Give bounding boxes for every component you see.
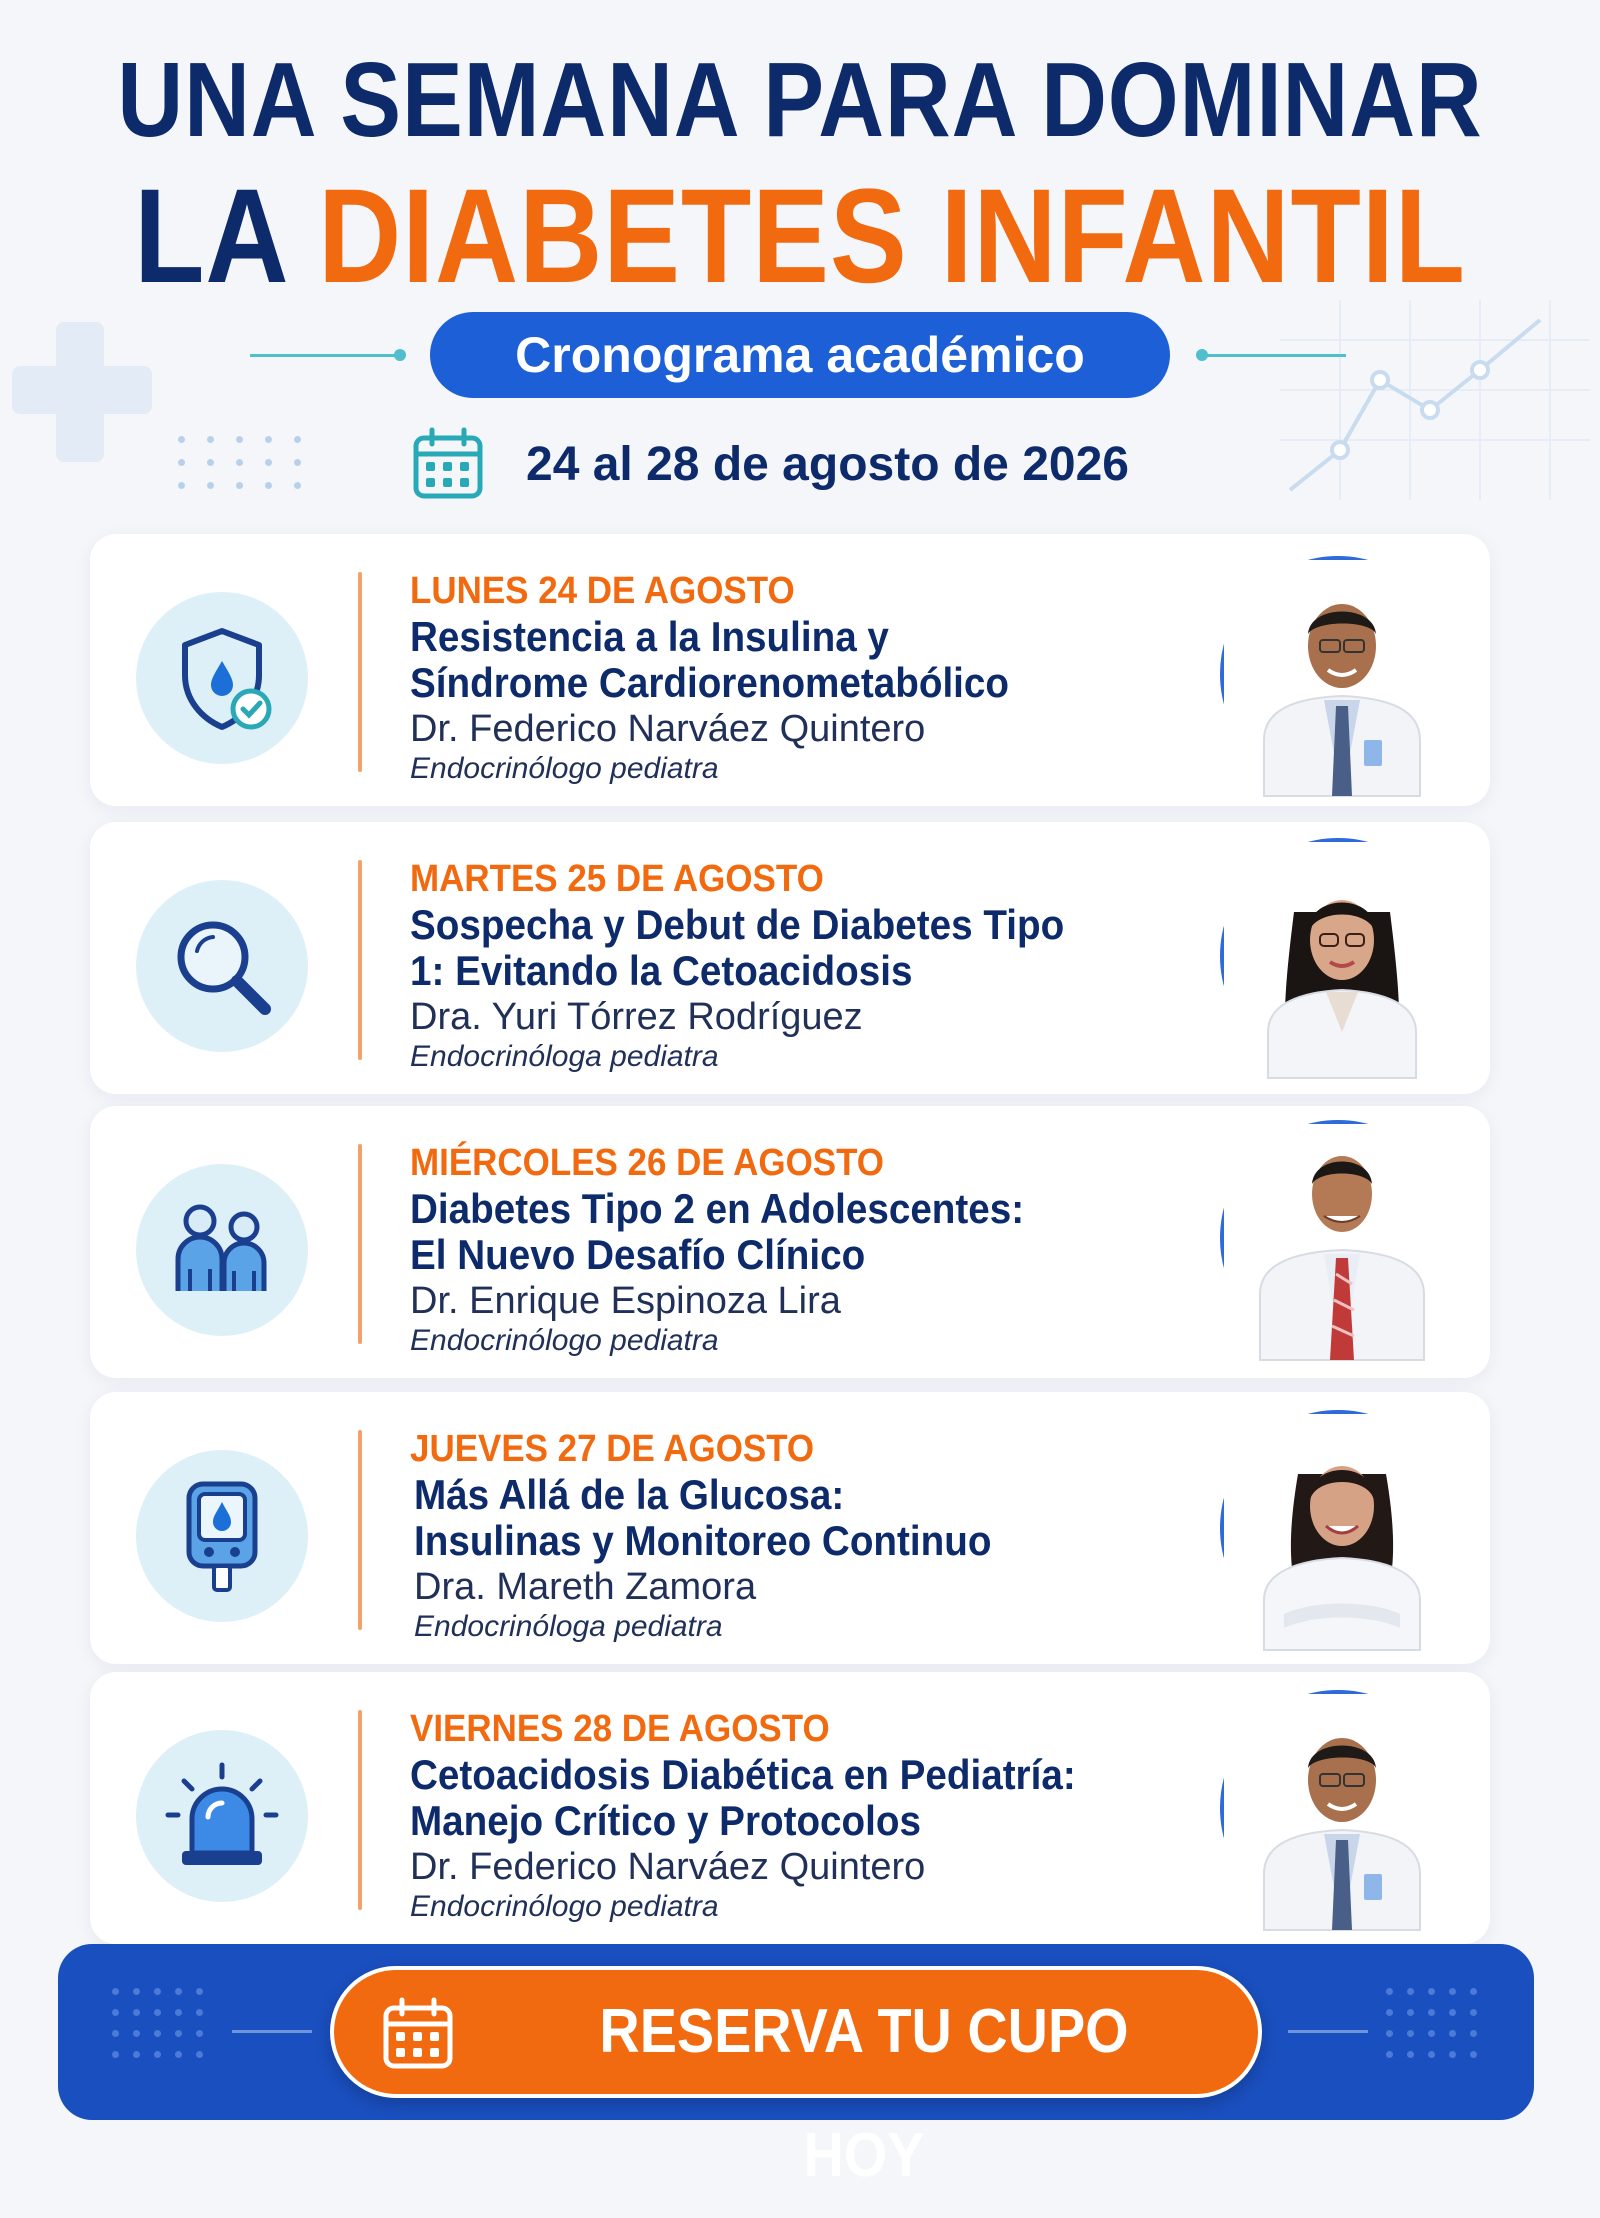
cta-divider-line [232, 2030, 312, 2033]
session-title-line1: Diabetes Tipo 2 en Adolescentes: [410, 1185, 1025, 1232]
icon-circle [136, 880, 308, 1052]
accent-bar [358, 860, 362, 1060]
cta-divider-line [1288, 2030, 1368, 2033]
doctor-female-illustration [1224, 1414, 1460, 1650]
dots-decoration [1386, 1988, 1477, 2058]
speaker-name: Dr. Federico Narváez Quintero [410, 1846, 926, 1888]
speaker-photo [1220, 1120, 1456, 1356]
magnifier-icon [167, 911, 277, 1021]
event-date-range: 24 al 28 de agosto de 2026 [526, 437, 1129, 491]
session-title [410, 902, 1220, 994]
session-title-line1: Resistencia a la Insulina y [410, 613, 889, 660]
session-day: VIERNES 28 DE AGOSTO [410, 1708, 830, 1750]
divider-line [250, 354, 400, 357]
session-title [410, 1186, 1220, 1278]
date-row [410, 424, 1129, 504]
icon-circle [136, 592, 308, 764]
speaker-photo [1220, 1410, 1456, 1646]
speaker-role: Endocrinóloga pediatra [410, 1040, 719, 1073]
session-title-line2: 1: Evitando la Cetoacidosis [410, 947, 913, 994]
divider-line [1206, 354, 1346, 357]
doctor-female-illustration [1224, 842, 1460, 1078]
subtitle-pill: Cronograma académico [430, 312, 1170, 398]
icon-circle [136, 1164, 308, 1336]
accent-bar [358, 572, 362, 772]
speaker-photo [1220, 838, 1456, 1074]
calendar-icon [410, 426, 486, 502]
accent-bar [358, 1430, 362, 1630]
reserve-spot-label: RESERVA TU CUPO HOY [599, 1997, 1129, 2190]
doctor-male-illustration [1224, 1694, 1460, 1930]
icon-circle [136, 1730, 308, 1902]
chart-decoration [1280, 300, 1590, 500]
session-title [414, 1472, 1224, 1564]
page-title-line1: UNA SEMANA PARA DOMINAR [117, 41, 1483, 159]
session-title-line2: El Nuevo Desafío Clínico [410, 1231, 866, 1278]
calendar-icon [380, 1996, 456, 2072]
speaker-name: Dra. Yuri Tórrez Rodríguez [410, 996, 863, 1038]
session-day: JUEVES 27 DE AGOSTO [410, 1428, 815, 1470]
speaker-role: Endocrinólogo pediatra [410, 1324, 719, 1357]
dots-decoration [112, 1988, 203, 2058]
alarm-siren-icon [162, 1761, 282, 1871]
session-title-line1: Sospecha y Debut de Diabetes Tipo [410, 901, 1065, 948]
session-day: MIÉRCOLES 26 DE AGOSTO [410, 1142, 885, 1184]
dots-decoration [178, 436, 301, 489]
session-title [410, 1752, 1220, 1844]
doctor-male-illustration [1224, 560, 1460, 796]
icon-circle [136, 1450, 308, 1622]
speaker-photo [1220, 556, 1456, 792]
title-highlight: DIABETES INFANTIL [318, 162, 1466, 311]
reserve-spot-button[interactable] [330, 1966, 1262, 2190]
speaker-role: Endocrinóloga pediatra [414, 1610, 723, 1643]
speaker-photo [1220, 1690, 1456, 1926]
doctor-male-illustration [1224, 1124, 1460, 1360]
session-title-line2: Manejo Crítico y Protocolos [410, 1797, 921, 1844]
session-title-line2: Síndrome Cardiorenometabólico [410, 659, 1010, 706]
session-day: MARTES 25 DE AGOSTO [410, 858, 824, 900]
glucometer-icon [167, 1476, 277, 1596]
session-title-line1: Cetoacidosis Diabética en Pediatría: [410, 1751, 1076, 1798]
speaker-name: Dra. Mareth Zamora [414, 1566, 757, 1608]
session-title-line1: Más Allá de la Glucosa: [414, 1471, 845, 1518]
divider-dot [394, 349, 406, 361]
session-title-line2: Insulinas y Monitoreo Continuo [414, 1517, 992, 1564]
session-day: LUNES 24 DE AGOSTO [410, 570, 795, 612]
accent-bar [358, 1710, 362, 1910]
speaker-role: Endocrinólogo pediatra [410, 1890, 719, 1923]
shield-droplet-icon [167, 623, 277, 733]
title-prefix: LA [134, 162, 319, 311]
session-title [410, 614, 1220, 706]
speaker-role: Endocrinólogo pediatra [410, 752, 719, 785]
two-people-icon [162, 1195, 282, 1305]
plus-decoration [12, 366, 152, 414]
page-title-line2 [112, 160, 1488, 313]
speaker-name: Dr. Federico Narváez Quintero [410, 708, 926, 750]
speaker-name: Dr. Enrique Espinoza Lira [410, 1280, 841, 1322]
accent-bar [358, 1144, 362, 1344]
